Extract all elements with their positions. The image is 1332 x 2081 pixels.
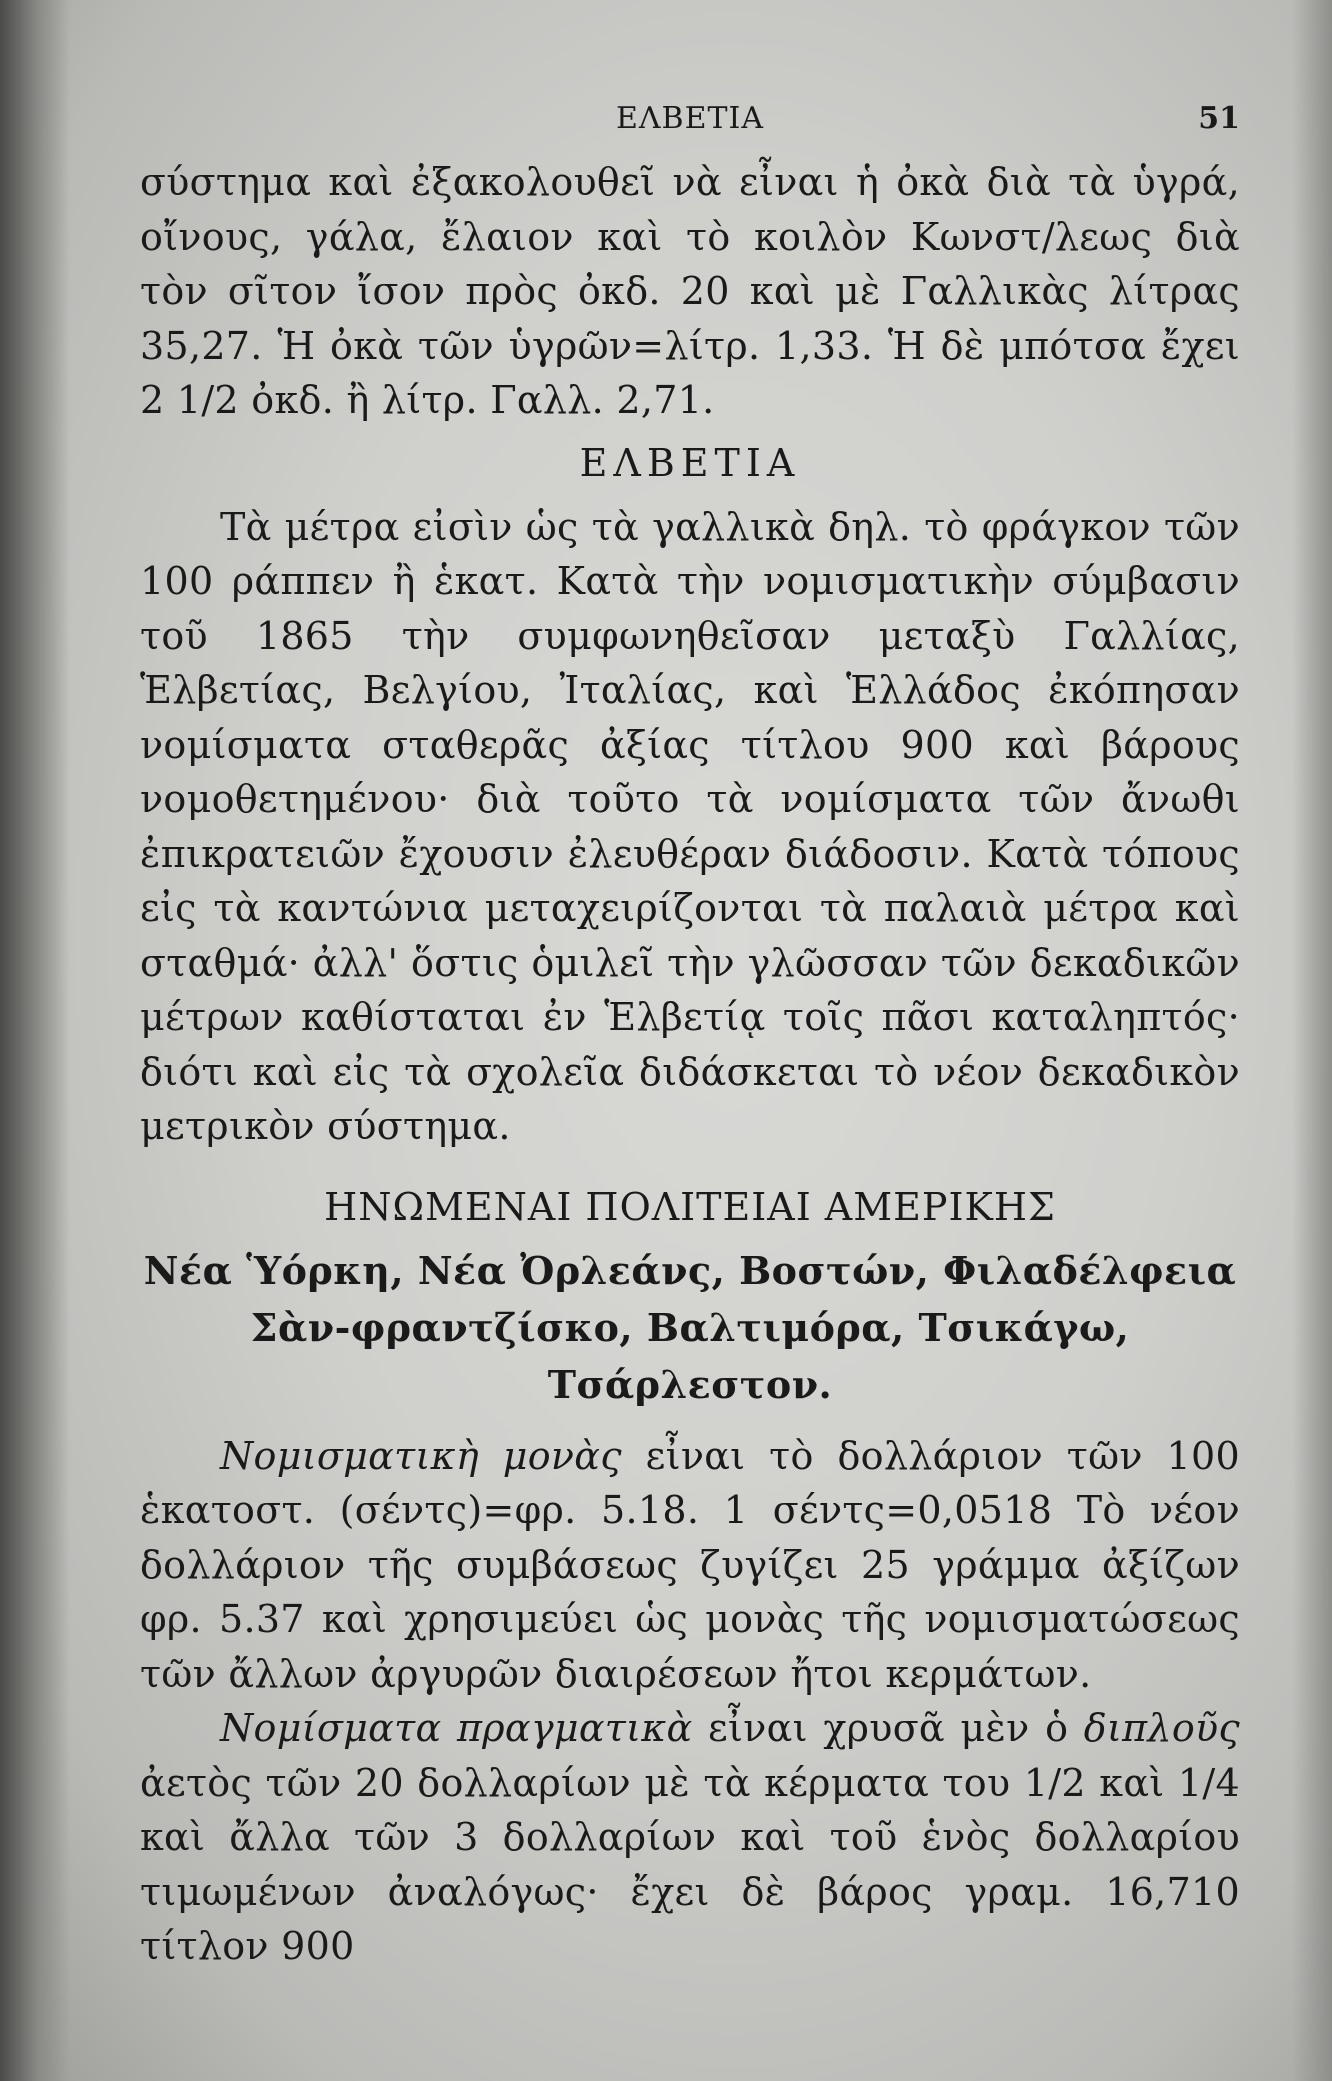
running-head [140, 95, 1240, 155]
cities-list: Νέα Ὑόρκη, Νέα Ὀρλεάνς, Βοστών, Φιλαδέλφεια Σὰν-φραντζίσκο, Βαλτιμόρα, Τσικάγω, Τσάρλεστον. [143, 1247, 1237, 1407]
monetary-unit-text: εἶναι τὸ δολλάριον τῶν 100 ἑκατοστ. (σέντς)=φρ. 5.18. 1 σέντς=0,0518 Τὸ νέον δολλάριον τῆς συμβάσεως ζυγίζει 25 γράμμα ἀξίζων φρ. 5.37 καὶ χρησιμεύει ὡς μονὰς τῆς νομισματώσεως τῶν ἄλλων ἀργυρῶν διαιρέσεων ἤτοι κερμάτων. [140, 1433, 1240, 1696]
page-number: 51 [1198, 101, 1240, 136]
text-block [140, 95, 1240, 1974]
page-gutter-shadow [0, 0, 70, 2081]
running-title: ΕΛΒΕΤΙΑ [615, 101, 765, 136]
paragraph-monetary-unit [140, 1429, 1240, 1702]
real-coins-mid: εἶναι χρυσᾶ μὲν ὁ [692, 1706, 1084, 1750]
section-title-switzerland: ΕΛΒΕΤΙΑ [579, 440, 801, 485]
page-edge-shadow [1292, 0, 1332, 2081]
monetary-unit-term: Νομισματικὴ μονὰς [220, 1433, 622, 1478]
section-title-usa: ΗΝΩΜΕΝΑΙ ΠΟΛΙΤΕΙΑΙ ΑΜΕΡΙΚΗΣ [324, 1184, 1056, 1229]
real-coins-text: ἀετὸς τῶν 20 δολλαρίων μὲ τὰ κέρματα του 1/2 καὶ 1/4 καὶ ἄλλα τῶν 3 δολλαρίων καὶ τοῦ ἑνὸς δολλαρίου τιμωμένων ἀναλόγως· ἔχει δὲ βάρος γραμ. 16,710 τίτλον 900 [140, 1760, 1240, 1968]
real-coins-term: Νομίσματα πραγματικὰ [220, 1706, 693, 1750]
double-eagle-term: διπλοῦς [1083, 1706, 1240, 1750]
paragraph-switzerland: Τὰ μέτρα εἰσὶν ὡς τὰ γαλλικὰ δηλ. τὸ φράγκον τῶν 100 ράππεν ἢ ἑκατ. Κατὰ τὴν νομισματικὴν σύμβασιν τοῦ 1865 τὴν συμφωνηθεῖσαν μεταξὺ Γαλλίας, Ἑλβετίας, Βελγίου, Ἰταλίας, καὶ Ἑλλάδος ἐκόπησαν νομίσματα σταθερᾶς ἀξίας τίτλου 900 καὶ βάρους νομοθετημένου· διὰ τοῦτο τὰ νομίσματα τῶν ἄνωθι ἐπικρατειῶν ἔχουσιν ἐλευθέραν διάδοσιν. Κατὰ τόπους εἰς τὰ καντώνια μεταχειρίζονται τὰ παλαιὰ μέτρα καὶ σταθμά· ἀλλ' ὅστις ὁμιλεῖ τὴν γλῶσσαν τῶν δεκαδικῶν μέτρων καθίσταται ἐν Ἑλβετίᾳ τοῖς πᾶσι καταληπτός· διότι καὶ εἰς τὰ σχολεῖα διδάσκεται τὸ νέον δεκαδικὸν μετρικὸν σύστημα. [140, 504, 1240, 1148]
paragraph-real-coins [140, 1701, 1240, 1974]
paragraph-continuation: σύστημα καὶ ἐξακολουθεῖ νὰ εἶναι ἡ ὀκὰ διὰ τὰ ὑγρά, οἴνους, γάλα, ἔλαιον καὶ τὸ κοιλὸν Κωνστ/λεως διὰ τὸν σῖτον ἴσον πρὸς ὀκδ. 20 καὶ μὲ Γαλλικὰς λίτρας 35,27. Ἡ ὀκὰ τῶν ὑγρῶν=λίτρ. 1,33. Ἡ δὲ μπότσα ἔχει 2 1/2 ὀκδ. ἢ λίτρ. Γαλλ. 2,71. [140, 160, 1240, 422]
